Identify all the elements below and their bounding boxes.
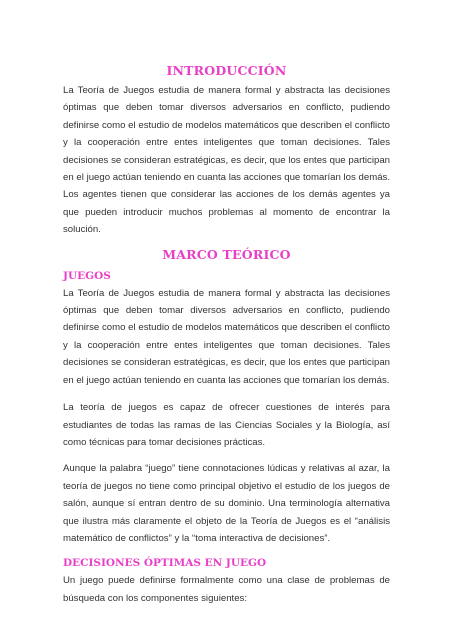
decisiones-paragraph: Un juego puede definirse formalmente como una clase de problemas de búsqueda con los componentes siguientes: (63, 575, 390, 604)
marco-teorico-heading: MARCO TEÓRICO (162, 246, 291, 262)
juegos-heading: JUEGOS (63, 269, 111, 282)
juegos-paragraph-3: Aunque la palabra “juego” tiene connotaciones lúdicas y relativas al azar, la teoría de juegos no tiene como principal objetivo el estudio de los juegos de salón, aunque sí entran dentro de su dominio. Una terminología alternativa que ilustra más claramente el objeto de la Teoría de Juegos es el “análisis matemático de conflictos” y la “toma interactiva de decisiones”. (63, 463, 390, 544)
introduction-paragraph: La Teoría de Juegos estudia de manera formal y abstracta las decisiones óptimas que deben tomar diversos adversarios en conflicto, pudiendo definirse como el estudio de modelos matemáticos que describen el conflicto y la cooperación entre entes inteligentes que toman decisiones. Tales decisiones se consideran estratégicas, es decir, que los entes que participan en el juego actúan teniendo en cuanta las acciones que tomarían los demás. Los agentes tienen que considerar las acciones de los demás agentes ya que pueden introducir muchos problemas al momento de encontrar la solución. (63, 85, 390, 236)
decisiones-optimas-heading: DECISIONES ÓPTIMAS EN JUEGO (63, 557, 267, 570)
introduction-heading: INTRODUCCIÓN (166, 63, 287, 78)
juegos-paragraph-1: La Teoría de Juegos estudia de manera formal y abstracta las decisiones óptimas que deben tomar diversos adversarios en conflicto, pudiendo definirse como el estudio de modelos matemáticos que describen el conflicto y la cooperación entre entes inteligentes que toman decisiones. Tales decisiones se consideran estratégicas, es decir, que los entes que participan en el juego actúan teniendo en cuanta las acciones que tomarían los demás. (63, 287, 390, 386)
document-body (63, 62, 390, 607)
juegos-paragraph-2: La teoría de juegos es capaz de ofrecer cuestiones de interés para estudiantes de todas las ramas de las Ciencias Sociales y la Biología, así como técnicas para tomar decisiones prácticas. (63, 402, 390, 448)
